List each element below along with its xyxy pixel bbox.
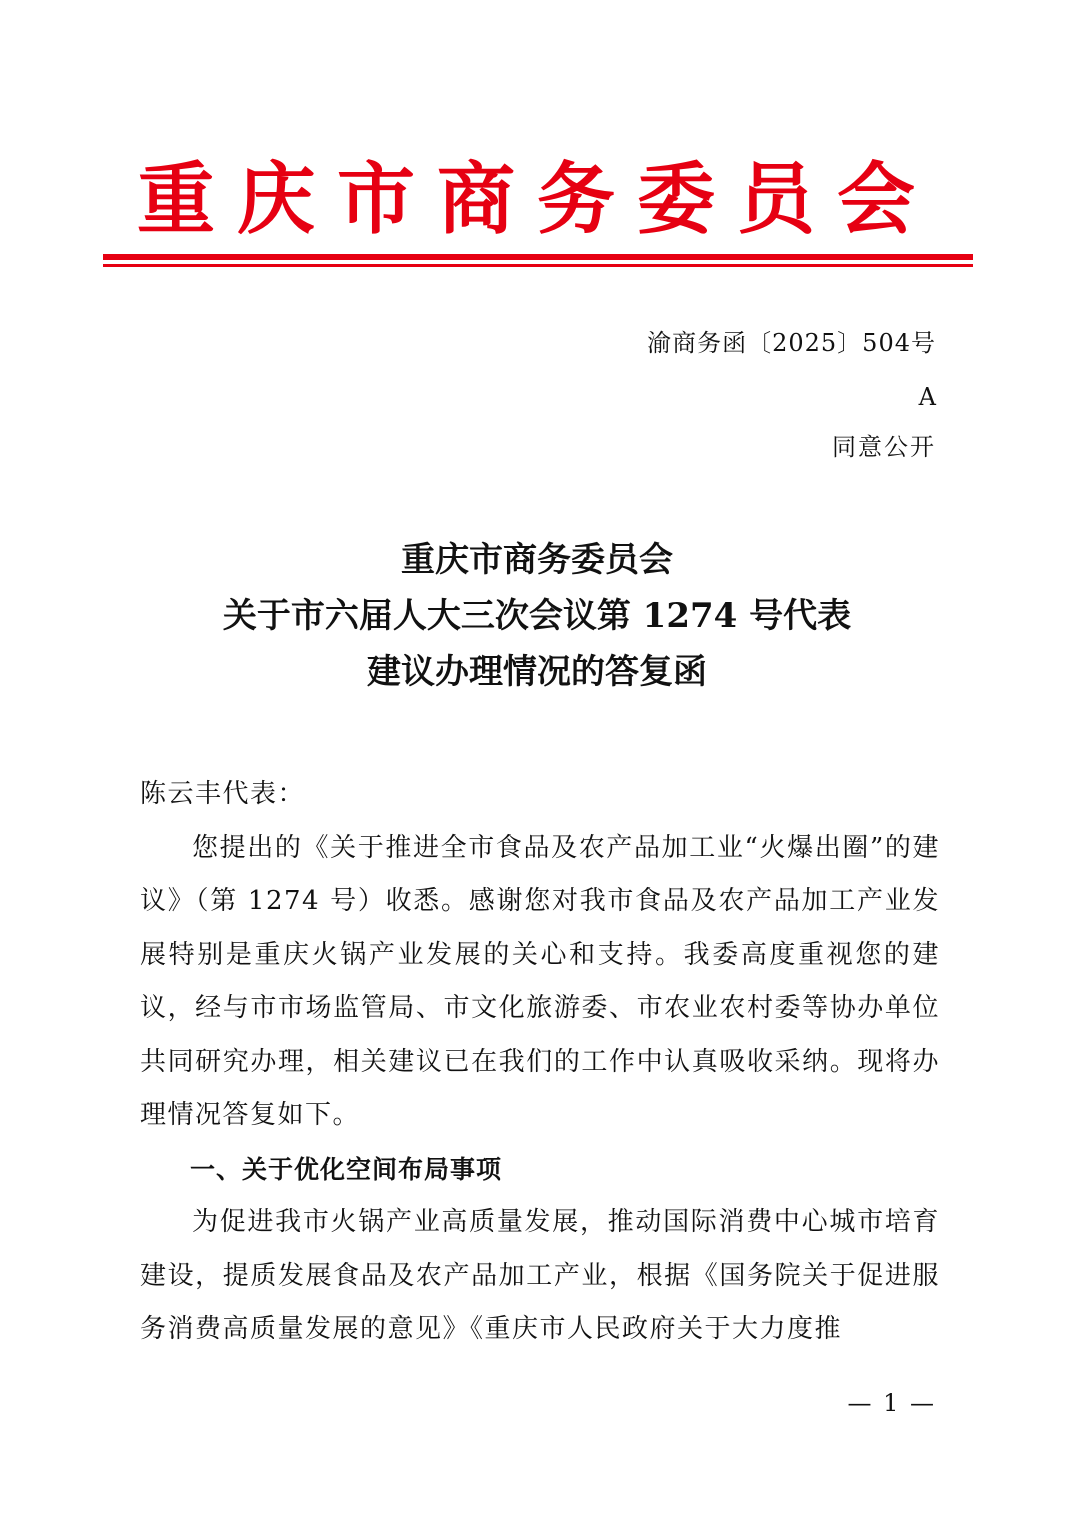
page-number: — 1 — <box>847 1389 936 1417</box>
document-grade: A <box>918 383 936 411</box>
disclosure-status: 同意公开 <box>832 433 936 461</box>
document-title <box>100 532 974 700</box>
section-heading-1: 一、关于优化空间布局事项 <box>190 1154 503 1184</box>
title-line-1: 重庆市商务委员会 <box>401 540 673 580</box>
letterhead-red-rule-thin <box>103 264 973 267</box>
letterhead-org-name: 重庆市商务委员会 <box>136 154 937 245</box>
letterhead-red-rule-thick <box>103 254 973 260</box>
body-paragraph-2: 为促进我市火锅产业高质量发展，推动国际消费中心城市培育建设，提质发展食品及农产品加工产业，根据《国务院关于促进服务消费高质量发展的意见》《重庆市人民政府关于大力度推 <box>140 1207 940 1344</box>
document-body <box>140 768 940 1357</box>
body-paragraph-1: 您提出的《关于推进全市食品及农产品加工业“火爆出圈”的建议》（第 1274 号）收悉。感谢您对我市食品及农产品加工产业发展特别是重庆火锅产业发展的关心和支持。我委高度重视您的建议，经与市市场监管局、市文化旅游委、市农业农村委等协办单位共同研究办理，相关建议已在我们的工作中认真吸收采纳。现将办理情况答复如下。 <box>140 832 940 1130</box>
title-line-2: 关于市六届人大三次会议第 1274 号代表 <box>222 596 852 636</box>
salutation: 陈云丰代表： <box>140 779 306 809</box>
title-line-3: 建议办理情况的答复函 <box>367 652 707 692</box>
document-number: 渝商务函〔2025〕504号 <box>647 329 936 357</box>
